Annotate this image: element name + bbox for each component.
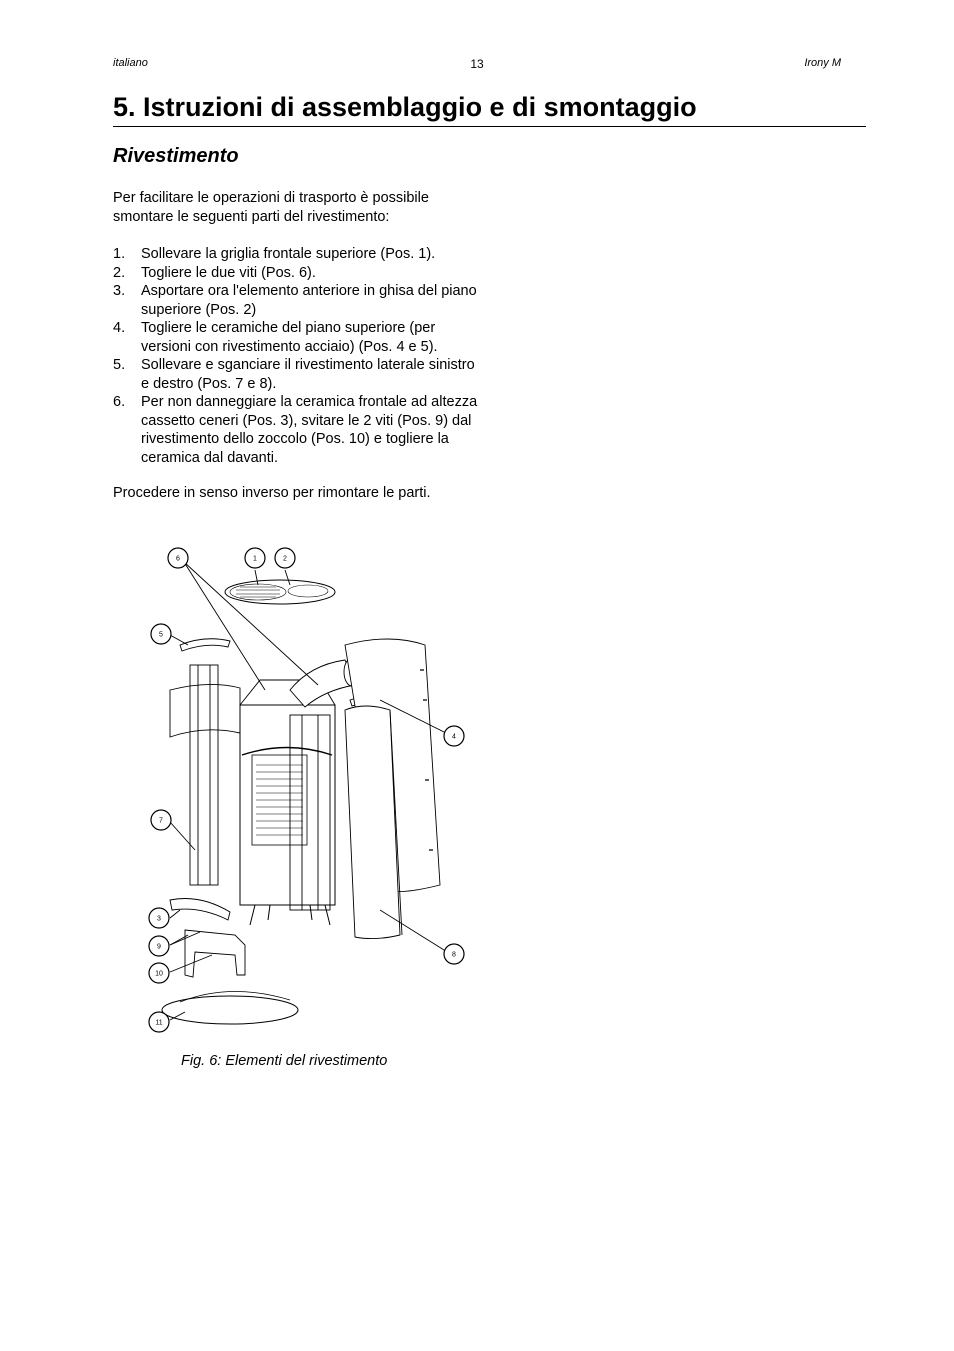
- callout-7: [151, 810, 171, 830]
- subsection-title: Rivestimento: [113, 145, 239, 167]
- step-number: 3.: [113, 283, 126, 299]
- step-number: 5.: [113, 357, 126, 373]
- svg-text:8: 8: [452, 951, 456, 959]
- steps-list: [113, 245, 483, 467]
- callout-2: [275, 548, 295, 568]
- callout-9: [149, 936, 169, 956]
- svg-text:4: 4: [452, 733, 456, 741]
- callout-11: [149, 1012, 169, 1032]
- left-side-cladding: [170, 665, 240, 885]
- right-side-cladding: [345, 639, 440, 939]
- callout-6: [168, 548, 188, 568]
- header-language: italiano: [113, 57, 148, 69]
- step-text: Asportare ora l'elemento anteriore in ghisa del piano superiore (Pos. 2): [141, 283, 477, 318]
- step-text: Togliere le due viti (Pos. 6).: [141, 264, 316, 281]
- step-text: Per non danneggiare la ceramica frontale ad altezza cassetto ceneri (Pos. 3), svitare le 2 viti (Pos. 9) dal rivestimento dello zoccolo (Pos. 10) e togliere la ceramica dal davanti.: [141, 394, 478, 466]
- list-item: [113, 393, 483, 467]
- list-item: [113, 282, 483, 319]
- svg-text:7: 7: [159, 817, 163, 825]
- callout-8: [444, 944, 464, 964]
- list-item: [113, 264, 483, 283]
- step-number: 2.: [113, 264, 126, 281]
- ceramic-front-part: [170, 899, 230, 921]
- intro-paragraph: Per facilitare le operazioni di trasporto è possibile smontare le seguenti parti del rivestimento:: [113, 190, 429, 225]
- svg-text:1: 1: [253, 555, 257, 563]
- svg-text:3: 3: [157, 915, 161, 923]
- exploded-view-diagram: [140, 540, 480, 1040]
- callout-10: [149, 963, 169, 983]
- header-page-number: 13: [470, 57, 484, 71]
- plinth-cladding: [185, 930, 245, 977]
- header-product: Irony M: [804, 57, 841, 69]
- svg-text:9: 9: [157, 943, 161, 951]
- callout-5: [151, 624, 171, 644]
- step-number: 1.: [113, 246, 126, 262]
- figure-caption: Fig. 6: Elementi del rivestimento: [181, 1053, 388, 1069]
- section-heading: [113, 88, 866, 127]
- callout-3: [149, 908, 169, 928]
- svg-text:11: 11: [155, 1019, 163, 1027]
- callout-4: [444, 726, 464, 746]
- step-number: 4.: [113, 320, 126, 336]
- svg-text:5: 5: [159, 631, 163, 639]
- step-text: Sollevare la griglia frontale superiore (Pos. 1).: [141, 246, 436, 262]
- section-number: 5.: [113, 92, 136, 122]
- svg-text:6: 6: [176, 555, 180, 563]
- svg-text:10: 10: [155, 970, 163, 978]
- outro-paragraph: Procedere in senso inverso per rimontare le parti.: [113, 485, 431, 501]
- list-item: [113, 319, 483, 356]
- list-item: [113, 245, 483, 264]
- list-item: [113, 356, 483, 393]
- svg-text:2: 2: [283, 555, 287, 563]
- base-plate: [162, 991, 298, 1024]
- top-grille-part: [225, 580, 335, 604]
- step-text: Togliere le ceramiche del piano superiore (per versioni con rivestimento acciaio) (Pos. 4 e 5).: [141, 320, 438, 355]
- step-number: 6.: [113, 394, 126, 410]
- section-title: Istruzioni di assemblaggio e di smontaggio: [143, 92, 697, 122]
- stove-body: [240, 680, 335, 925]
- step-text: Sollevare e sganciare il rivestimento laterale sinistro e destro (Pos. 7 e 8).: [141, 357, 475, 392]
- callout-1: [245, 548, 265, 568]
